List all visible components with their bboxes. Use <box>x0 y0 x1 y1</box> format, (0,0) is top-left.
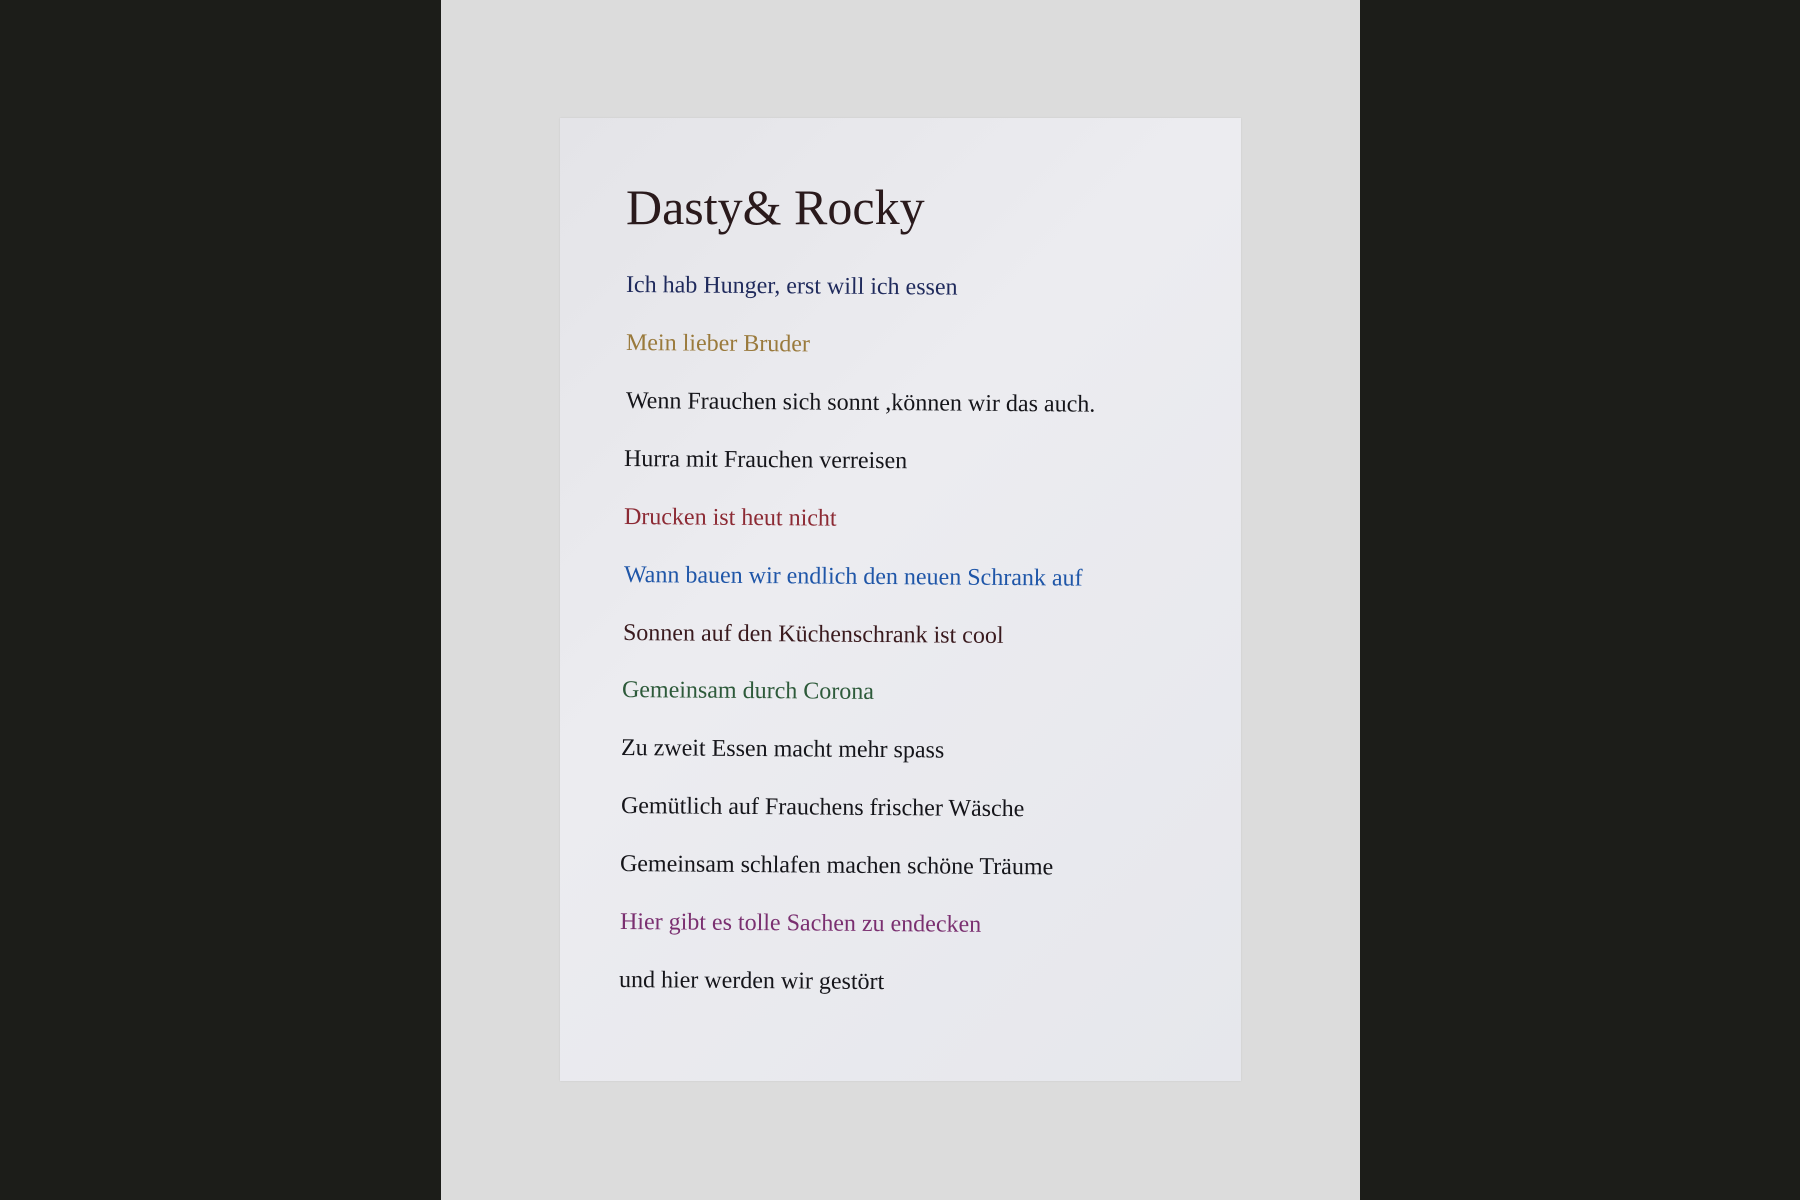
poem-line: Hier gibt es tolle Sachen zu endecken <box>619 909 982 938</box>
poem-line: Wenn Frauchen sich sonnt ,können wir das auch. <box>625 388 1096 418</box>
poem-line: Zu zweit Essen macht mehr spass <box>620 735 945 764</box>
poem-line: Ich hab Hunger, erst will ich essen <box>625 272 958 301</box>
poem-line: Gemeinsam durch Corona <box>621 677 875 705</box>
poem-line: Gemütlich auf Frauchens frischer Wäsche <box>620 793 1025 823</box>
poem-line: Gemeinsam schlafen machen schöne Träume <box>619 851 1054 881</box>
poem-line: und hier werden wir gestört <box>618 967 885 996</box>
mat-board <box>441 0 1360 1200</box>
poem-sheet <box>560 118 1241 1081</box>
poem-line: Wann bauen wir endlich den neuen Schrank auf <box>623 562 1083 592</box>
poem-line: Sonnen auf den Küchenschrank ist cool <box>622 620 1004 649</box>
poem-title: Dasty& Rocky <box>626 179 925 235</box>
poem-line: Mein lieber Bruder <box>625 330 811 358</box>
poem-line: Hurra mit Frauchen verreisen <box>623 446 908 475</box>
poem-line: Drucken ist heut nicht <box>623 504 837 532</box>
